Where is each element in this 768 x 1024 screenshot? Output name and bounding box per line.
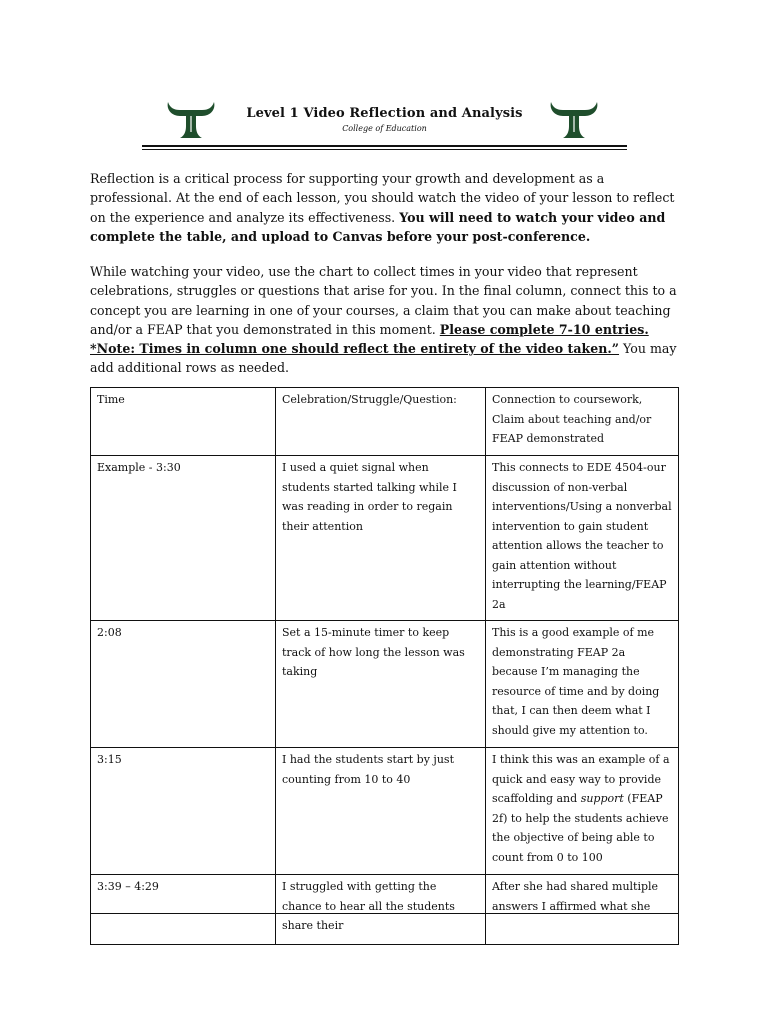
time-cell: Example - 3:30 xyxy=(91,456,276,621)
table-row xyxy=(91,456,679,621)
instructions-text: While watching your video, use the chart to collect times in your video that represent celebrations, struggles or questions that arise for you. In the final column, connect this to a concept you are learning in one of your courses, a claim that you can make about teaching and/or a FEAP that you demonstrated in this moment. xyxy=(90,264,677,337)
header-connection: Connection to coursework, Claim about teaching and/or FEAP demonstrated xyxy=(486,388,679,456)
page-subtitle: College of Education xyxy=(342,124,427,133)
reflection-table xyxy=(90,387,679,945)
connection-cell: This is a good example of me demonstrating FEAP 2a because I’m managing the resource of time and by doing that, I can then deem what I should give my attention to. xyxy=(486,621,679,748)
header-divider-thin xyxy=(142,149,627,150)
connection-cell: This connects to EDE 4504-our discussion of non-verbal interventions/Using a nonverbal intervention to gain student attention allows the teacher to gain attention without interrupting the learning/FEAP 2a xyxy=(486,456,679,621)
connection-emphasis: support xyxy=(580,792,624,805)
times-note: *Note: Times in column one should reflect the entirety of the video taken.” xyxy=(90,341,620,357)
document-header xyxy=(142,94,627,150)
table-header-row xyxy=(91,388,679,456)
table-row xyxy=(91,621,679,748)
intro-paragraph-2 xyxy=(90,262,682,378)
intro-text: Reflection is a critical process for supporting your growth and development as a professional. At the end of each lesson, you should watch the video of your lesson to reflect on the experience and analyze its effectiveness. xyxy=(90,171,675,225)
table-row xyxy=(91,748,679,875)
reflection-table-container xyxy=(88,385,684,932)
header-celebration: Celebration/Struggle/Question: xyxy=(276,388,486,456)
connection-text-end: (FEAP 2f) to help the students achieve the objective of being able to count from 0 to 100 xyxy=(492,792,669,864)
header-divider xyxy=(142,145,627,147)
note-cell: I used a quiet signal when students started talking while I was reading in order to regain their attention xyxy=(276,456,486,621)
note-cell: I struggled with getting the chance to hear all the students share their xyxy=(276,875,486,945)
connection-cell: After she had shared multiple answers I affirmed what she xyxy=(486,875,679,945)
time-cell: 2:08 xyxy=(91,621,276,748)
entries-requirement: Please complete 7-10 entries. xyxy=(439,321,649,337)
intro-paragraph-1 xyxy=(90,169,682,246)
note-cell: Set a 15-minute timer to keep track of how long the lesson was taking xyxy=(276,621,486,748)
table-row xyxy=(91,875,679,945)
page-title: Level 1 Video Reflection and Analysis xyxy=(246,106,523,121)
time-cell: 3:15 xyxy=(91,748,276,875)
note-cell: I had the students start by just counting from 10 to 40 xyxy=(276,748,486,875)
connection-cell xyxy=(486,748,679,875)
time-cell: 3:39 – 4:29 xyxy=(91,875,276,945)
table-cut-edge xyxy=(90,913,678,914)
bull-horns-logo-icon xyxy=(547,96,601,142)
connection-text: I think this was an example of a quick and easy way to provide scaffolding and xyxy=(492,753,670,805)
header-time: Time xyxy=(91,388,276,456)
instructions-tail: You may add additional rows as needed. xyxy=(90,341,677,376)
intro-bold-instruction: You will need to watch your video and complete the table, and upload to Canvas before your post-conference. xyxy=(90,209,666,244)
